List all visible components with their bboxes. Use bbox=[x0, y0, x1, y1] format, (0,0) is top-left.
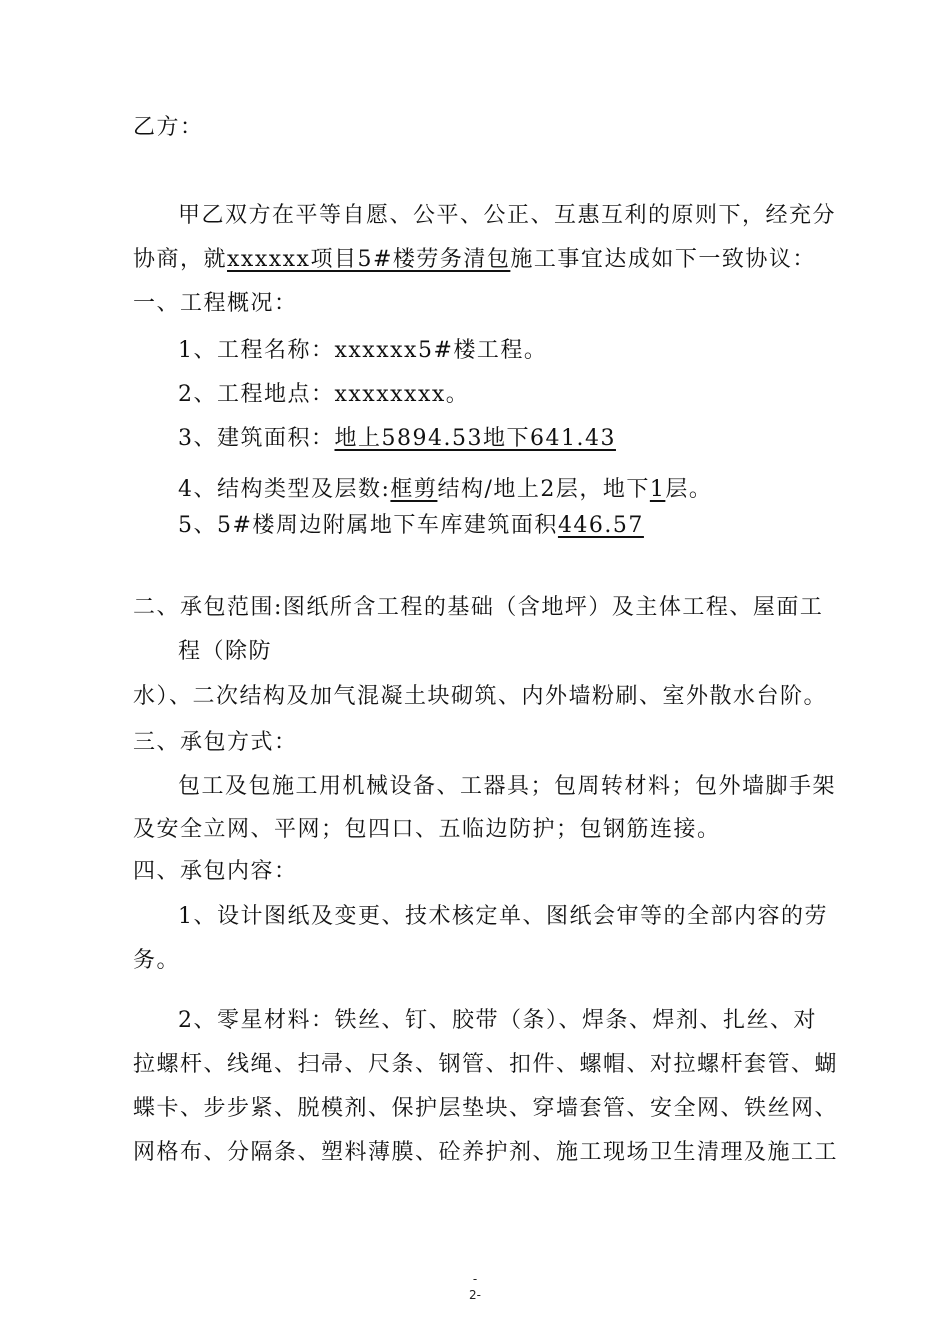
page-number: 2- bbox=[469, 1288, 481, 1302]
section-4-heading: 四、承包内容： bbox=[133, 859, 298, 884]
party-b-label: 乙方： bbox=[133, 115, 204, 140]
method-line-2: 及安全立网、平网；包四口、五临边防护；包钢筋连接。 bbox=[133, 817, 721, 842]
garage-area-label: 5、5#楼周边附属地下车库建筑面积 bbox=[178, 513, 558, 538]
scope-line-2: 程（除防 bbox=[178, 639, 273, 664]
content-item-1-line-2: 务。 bbox=[133, 948, 181, 973]
scope-line-3: 水）、二次结构及加气混凝土块砌筑、内外墙粉刷、室外散水台阶。 bbox=[133, 684, 828, 709]
structure-type-value: 框剪 bbox=[390, 477, 438, 502]
garage-area-value: 446.57 bbox=[557, 513, 644, 538]
section-3-heading: 三、承包方式： bbox=[133, 730, 298, 755]
structure-type-item bbox=[178, 475, 712, 505]
building-area-label: 3、建筑面积： bbox=[178, 426, 335, 451]
content-item-2-line-4: 网格布、分隔条、塑料薄膜、砼养护剂、施工现场卫生清理及施工工 bbox=[133, 1140, 839, 1165]
content-item-1-line-1: 1、设计图纸及变更、技术核定单、图纸会审等的全部内容的劳 bbox=[178, 904, 828, 929]
scope-line-1: 二、承包范围:图纸所含工程的基础（含地坪）及主体工程、屋面工 bbox=[133, 595, 824, 620]
floors-text: 结构/地上2层，地下 bbox=[437, 477, 650, 502]
intro-line-2 bbox=[133, 245, 816, 275]
intro-line-1: 甲乙双方在平等自愿、公平、公正、互惠互利的原则下，经充分 bbox=[178, 203, 837, 228]
intro-text-end: 施工事宜达成如下一致协议： bbox=[510, 247, 816, 272]
building-area-value: 地上5894.53地下641.43 bbox=[334, 426, 616, 451]
project-location-item: 2、工程地点：xxxxxxxx。 bbox=[178, 382, 470, 407]
project-name-underlined: xxxxxx项目5#楼劳务清包 bbox=[227, 247, 511, 272]
garage-area-item bbox=[178, 511, 644, 541]
content-item-2-line-3: 蝶卡、步步紧、脱模剂、保护层垫块、穿墙套管、安全网、铁丝网、 bbox=[133, 1096, 839, 1121]
content-item-2-line-1: 2、零星材料：铁丝、钉、胶带（条）、焊条、焊剂、扎丝、对 bbox=[178, 1008, 817, 1033]
basement-floors-value: 1 bbox=[649, 477, 666, 502]
project-name-item: 1、工程名称：xxxxxx5#楼工程。 bbox=[178, 338, 548, 363]
page-footer-dash: - bbox=[472, 1272, 478, 1286]
building-area-item bbox=[178, 424, 616, 454]
content-item-2-line-2: 拉螺杆、线绳、扫帚、尺条、钢管、扣件、螺帽、对拉螺杆套管、蝴 bbox=[133, 1052, 839, 1077]
intro-text: 协商，就 bbox=[133, 247, 228, 272]
method-line-1: 包工及包施工用机械设备、工器具；包周转材料；包外墙脚手架 bbox=[178, 774, 837, 799]
structure-type-label: 4、结构类型及层数: bbox=[178, 477, 391, 502]
section-1-heading: 一、工程概况： bbox=[133, 291, 298, 316]
floors-text-end: 层。 bbox=[665, 477, 713, 502]
